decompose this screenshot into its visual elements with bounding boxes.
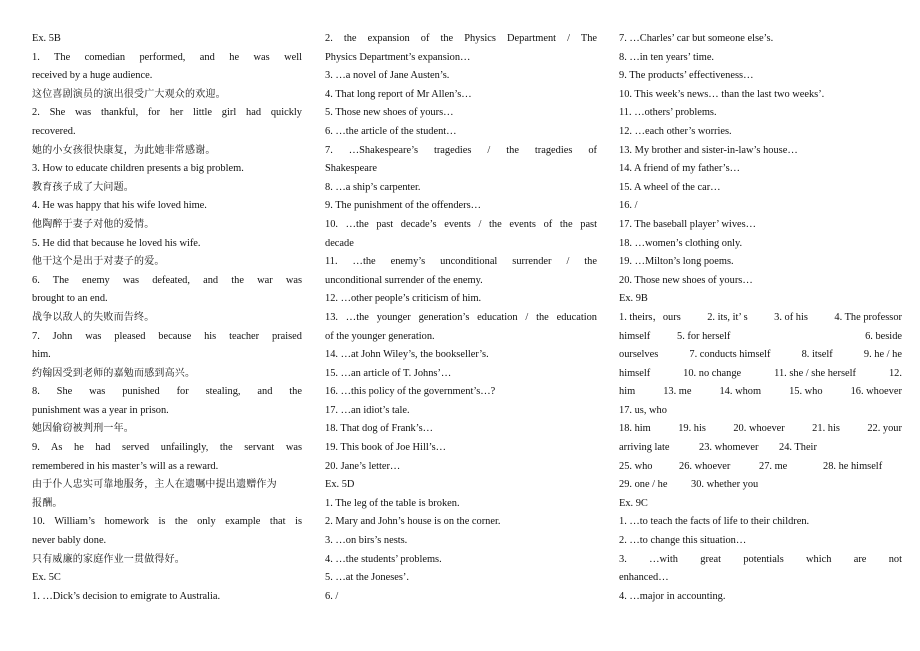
answer-item: himself [619, 330, 651, 342]
text-line: 11. …others’ problems. [619, 107, 717, 119]
answer-item: 13. me [663, 386, 692, 398]
answer-item: 6. beside [865, 330, 902, 342]
translation-line: 只有威廉的家庭作业一贯做得好。 [32, 553, 185, 565]
text-line: 19. …Milton’s long poems. [619, 256, 734, 268]
answer-item: him [619, 386, 636, 398]
text-line: enhanced… [619, 572, 669, 584]
text-line: 13. My brother and sister-in-law’s house… [619, 144, 798, 156]
text-line: 18. That dog of Frank’s… [325, 423, 434, 435]
text-line: 7. …Shakespeare’s tragedies / the tragedies of [325, 144, 597, 156]
answer-item: 2. its, it’ s [707, 311, 748, 323]
answer-item: 23. whomever [699, 442, 759, 454]
text-line: 12. …other people’s criticism of him. [325, 293, 482, 305]
text-line: 10. This week’s news… than the last two weeks’. [619, 88, 825, 100]
text-line: 6. …the article of the student… [325, 125, 457, 137]
text-line: 14. A friend of my father’s… [619, 163, 741, 175]
text-line: 15. …an article of T. Johns’… [325, 367, 452, 379]
section-title-ex5d: Ex. 5D [325, 479, 355, 491]
text-line: 2. the expansion of the Physics Department / The [325, 33, 597, 44]
text-line: 1. …to teach the facts of life to their children. [619, 516, 810, 528]
answer-item: 22. your [867, 423, 902, 435]
answer-item: 24. Their [779, 442, 817, 454]
text-line: 5. He did that because he loved his wife. [32, 237, 201, 249]
text-line: 10. …the past decade’s events / the events of the past [325, 218, 597, 230]
section-title-ex5c: Ex. 5C [32, 572, 61, 584]
answer-row [619, 383, 902, 402]
answer-row [619, 458, 902, 477]
text-line: 17. …an idiot’s tale. [325, 404, 410, 416]
answer-item: 20. whoever [733, 423, 785, 435]
answer-item: 4. The professor [834, 311, 902, 323]
answer-item: 27. me [759, 460, 788, 472]
translation-line: 报酬。 [32, 497, 63, 509]
answer-item: ourselves [619, 349, 659, 361]
answer-row [619, 439, 902, 458]
text-line: 14. …at John Wiley’s, the bookseller’s. [325, 349, 489, 361]
text-line: 12. …each other’s worries. [619, 125, 732, 137]
text-line: brought to an end. [32, 293, 108, 305]
text-line: 6. The enemy was defeated, and the war was [32, 274, 302, 286]
translation-line: 他陶醉于妻子对他的爱情。 [32, 218, 155, 230]
answer-item: himself [619, 367, 651, 379]
answer-item: 29. one / he [619, 479, 668, 491]
text-line: him. [32, 349, 51, 361]
text-line: unconditional surrender of the enemy. [325, 274, 483, 286]
text-line: Shakespeare [325, 163, 377, 175]
translation-line: 战争以敌人的失败而告终。 [32, 311, 155, 323]
text-line: 9. As he had served unfailingly, the servant was [32, 442, 302, 454]
text-line: 20. Those new shoes of yours… [619, 274, 753, 286]
text-line: 8. …in ten years’ time. [619, 51, 715, 63]
text-line: 8. She was punished for stealing, and the [32, 386, 302, 398]
translation-line: 由于仆人忠实可靠地服务，主人在遗嘱中提出遗赠作为 [32, 479, 277, 491]
answer-item: 7. conducts himself [689, 349, 771, 361]
text-line: 9. The products’ effectiveness… [619, 70, 754, 82]
text-line: 7. John was pleased because his teacher praised [32, 330, 302, 342]
answer-row [619, 402, 902, 421]
text-line: 20. Jane’s letter… [325, 460, 401, 472]
text-line: 4. …major in accounting. [619, 590, 726, 602]
text-line: 17. The baseball player’ wives… [619, 218, 757, 230]
translation-line: 他干这个是出于对妻子的爱。 [32, 256, 165, 268]
text-line: 3. …on birs’s nests. [325, 535, 408, 547]
answer-item: 28. he himself [823, 460, 883, 472]
answer-item: 16. whoever [850, 386, 902, 398]
text-line: punishment was a year in prison. [32, 404, 169, 416]
column-left [32, 30, 302, 606]
answer-row [619, 346, 902, 365]
column-middle [325, 30, 597, 606]
answer-item: 10. no change [683, 367, 742, 379]
answer-row [619, 328, 902, 347]
text-line: 3. …with great potentials which are not [619, 553, 902, 565]
translation-line: 她因偷窃被判刑一年。 [32, 423, 134, 435]
text-line: 1. …Dick’s decision to emigrate to Australia. [32, 590, 221, 602]
text-line: 5. Those new shoes of yours… [325, 107, 454, 119]
text-line: Physics Department’s expansion… [325, 51, 471, 63]
text-line: 1. The leg of the table is broken. [325, 497, 460, 509]
text-line: 2. She was thankful, for her little girl had quickly [32, 107, 302, 119]
answer-item: 11. she / she herself [774, 367, 856, 379]
text-line: never bably done. [32, 535, 107, 547]
text-line: 19. This book of Joe Hill’s… [325, 442, 447, 454]
section-title-ex9b: Ex. 9B [619, 293, 648, 305]
answer-item: 25. who [619, 460, 653, 472]
answer-item: 14. whom [719, 386, 762, 398]
answer-item: 3. of his [774, 311, 808, 323]
section-title-ex9c: Ex. 9C [619, 497, 648, 509]
translation-line: 约翰因受到老师的嘉勉而感到高兴。 [32, 367, 196, 379]
section-title-ex5b: Ex. 5B [32, 33, 61, 44]
text-line: 11. …the enemy’s unconditional surrender / the [325, 256, 597, 268]
column-right [619, 30, 902, 606]
text-line: 6. / [325, 590, 339, 602]
translation-line: 教育孩子成了大问题。 [32, 181, 134, 193]
translation-line: 她的小女孩很快康复，为此她非常感谢。 [32, 144, 216, 156]
text-line: 13. …the younger generation’s education / the education [325, 311, 597, 323]
text-line: of the younger generation. [325, 330, 435, 342]
text-line: 8. …a ship’s carpenter. [325, 181, 421, 193]
text-line: 7. …Charles’ car but someone else’s. [619, 33, 774, 44]
text-line: decade [325, 237, 354, 249]
text-line: 2. Mary and John’s house is on the corner. [325, 516, 501, 528]
answer-item: 8. itself [801, 349, 833, 361]
answer-item: 21. his [812, 423, 840, 435]
answer-item: 12. [888, 367, 902, 379]
text-line: 16. / [619, 200, 638, 212]
text-line: 1. The comedian performed, and he was well [32, 51, 302, 63]
answer-item: arriving late [619, 442, 670, 454]
answer-item: 15. who [789, 386, 823, 398]
text-line: received by a huge audience. [32, 70, 153, 82]
answer-item: 9. he / he [863, 349, 902, 361]
text-line: 15. A wheel of the car… [619, 181, 721, 193]
text-line: 4. …the students’ problems. [325, 553, 442, 565]
answer-item: 17. us, who [619, 404, 667, 416]
text-line: recovered. [32, 125, 76, 137]
text-line: 4. He was happy that his wife loved hime. [32, 200, 207, 212]
answer-item: 19. his [678, 423, 706, 435]
answer-item: 26. whoever [679, 460, 731, 472]
text-line: 2. …to change this situation… [619, 535, 747, 547]
text-line: 5. …at the Joneses’. [325, 572, 409, 584]
text-line: 3. …a novel of Jane Austen’s. [325, 70, 450, 82]
translation-line: 这位喜剧演员的演出很受广大观众的欢迎。 [32, 88, 226, 100]
answer-item: 18. him [619, 423, 651, 435]
text-line: 18. …women’s clothing only. [619, 237, 743, 249]
text-line: 9. The punishment of the offenders… [325, 200, 482, 212]
answer-row [619, 476, 902, 495]
text-line: 10. William’s homework is the only example that is [32, 516, 302, 528]
answer-item: 1. theirs，ours [619, 311, 681, 323]
text-line: remembered in his master’s will as a reward. [32, 460, 219, 472]
text-line: 16. …this policy of the government’s…? [325, 386, 496, 398]
answer-item: 5. for herself [677, 330, 731, 342]
text-line: 3. How to educate children presents a big problem. [32, 163, 244, 175]
answer-row [619, 365, 902, 384]
answer-item: 30. whether you [691, 479, 759, 491]
answer-row [619, 309, 902, 328]
answer-row [619, 420, 902, 439]
text-line: 4. That long report of Mr Allen’s… [325, 88, 472, 100]
